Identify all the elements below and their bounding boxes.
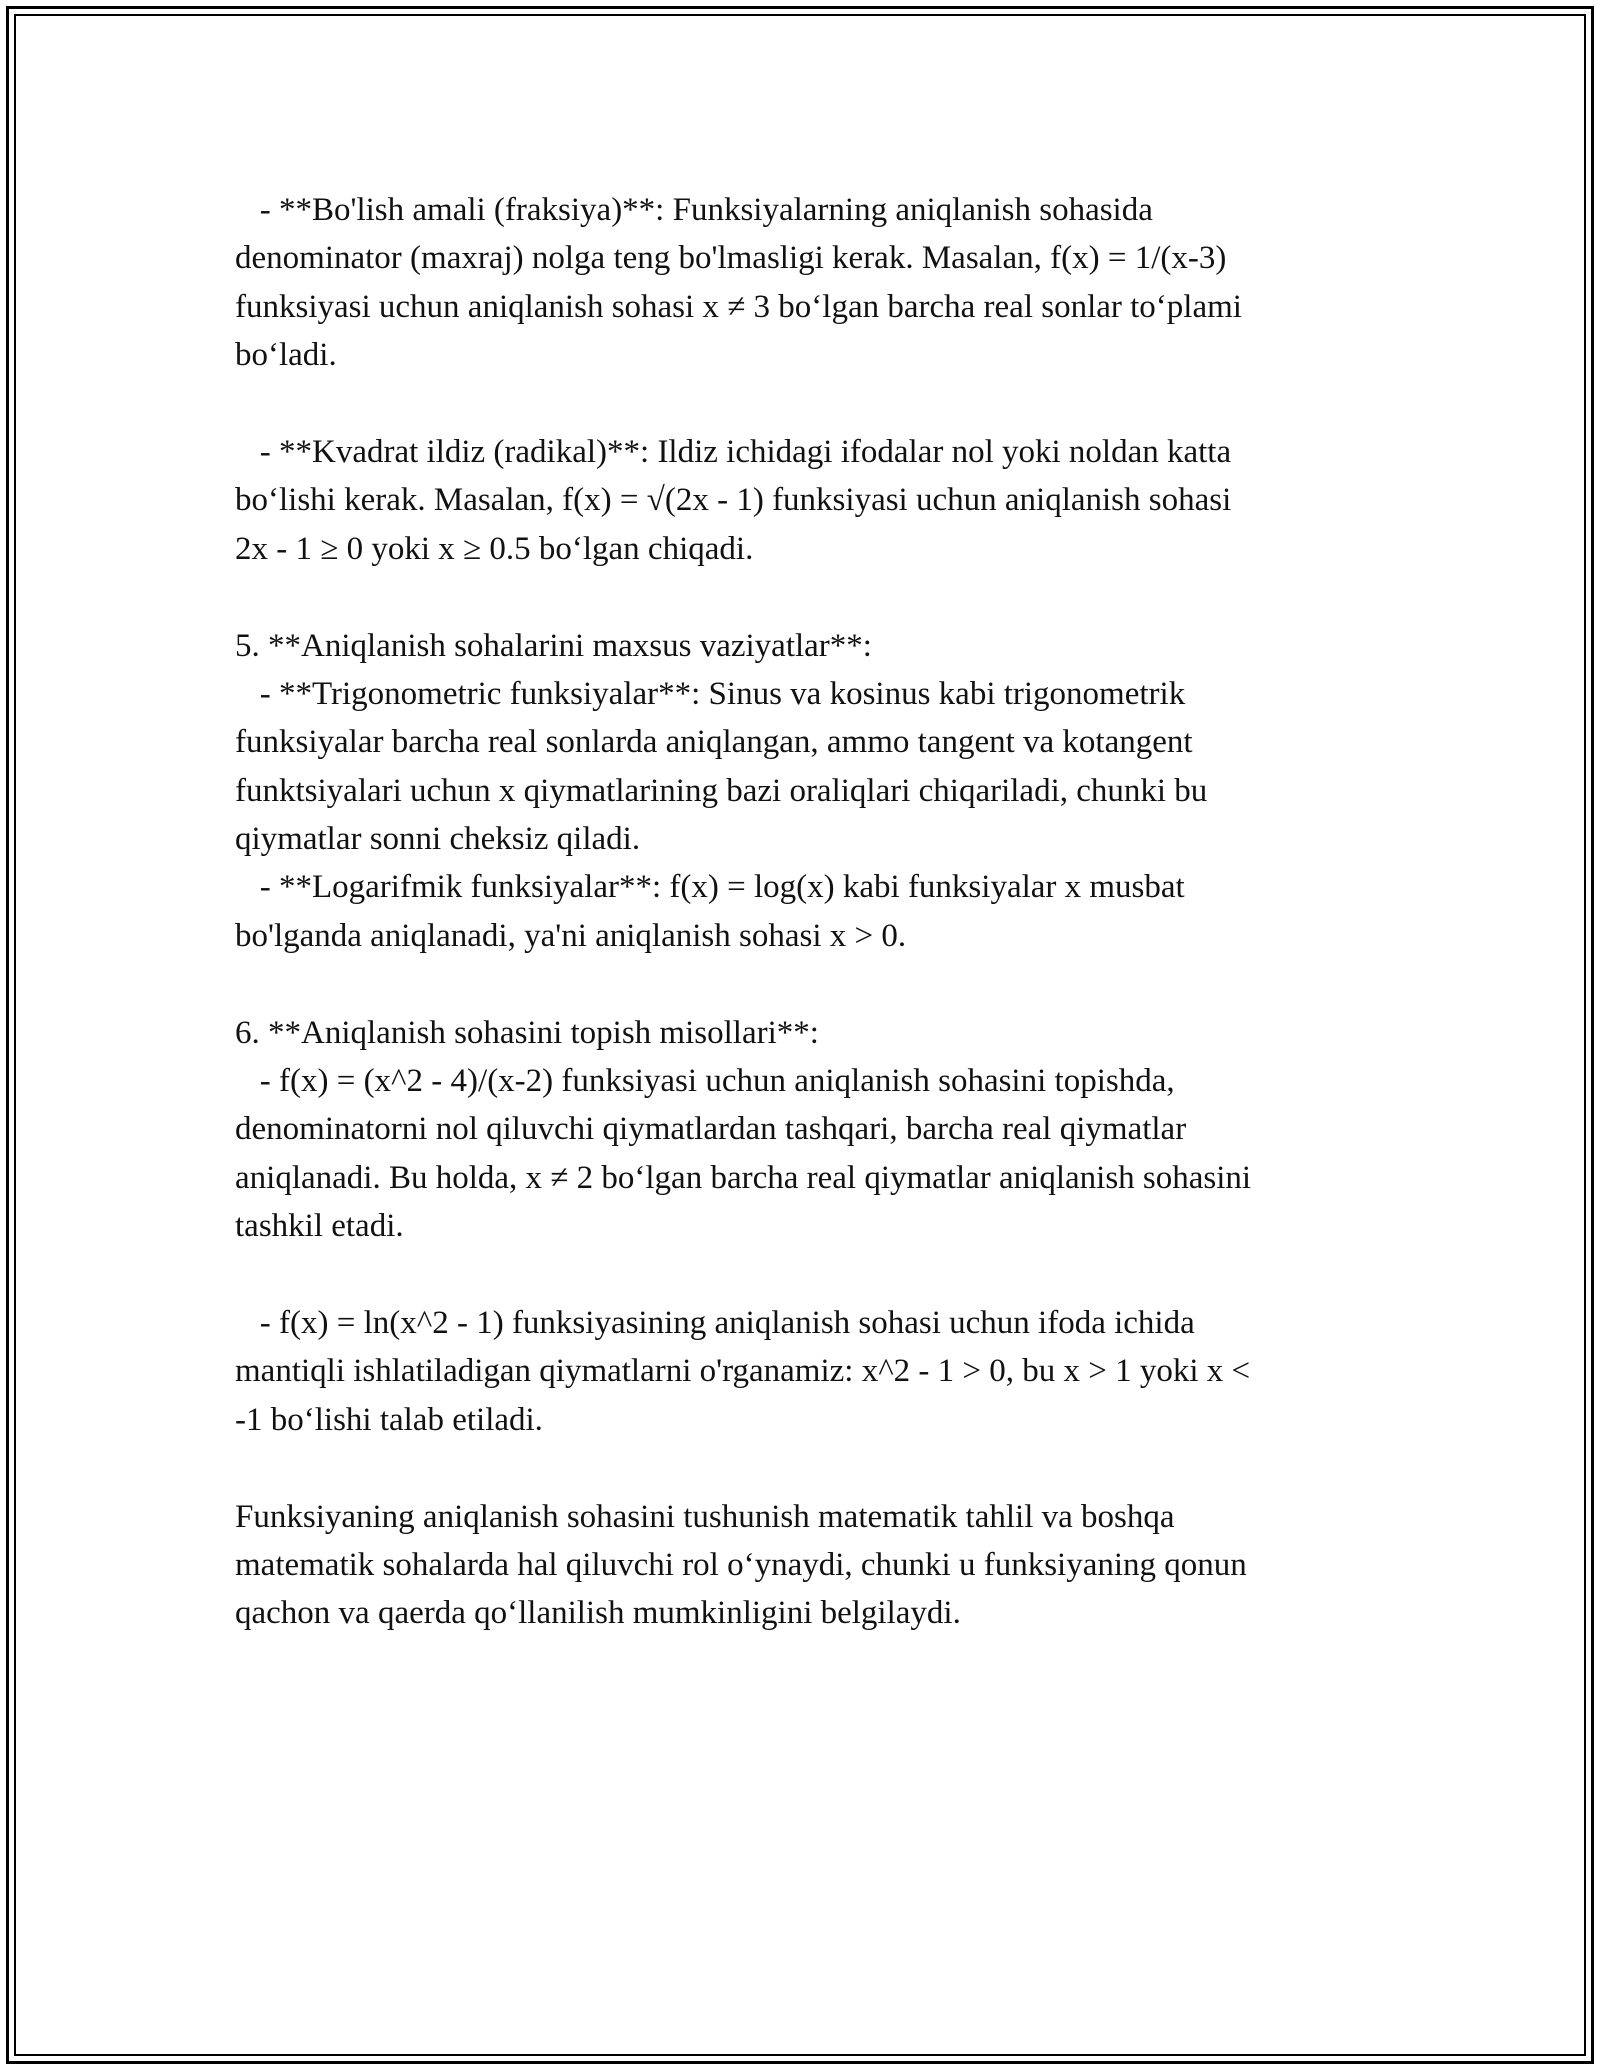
text-line: - **Kvadrat ildiz (radikal)**: Ildiz ichidagi ifodalar nol yoki noldan katta xyxy=(235,433,1232,470)
blank-line xyxy=(235,380,1375,428)
text-line: aniqlanadi. Bu holda, x ≠ 2 bo‘lgan barcha real qiymatlar aniqlanish sohasini xyxy=(235,1159,1252,1196)
text-line: - **Trigonometric funksiyalar**: Sinus va kosinus kabi trigonometrik xyxy=(235,675,1186,712)
text-line: qachon va qaerda qo‘llanilish mumkinligini belgilaydi. xyxy=(235,1595,961,1632)
section-heading: 5. **Aniqlanish sohalarini maxsus vaziyatlar**: xyxy=(235,627,872,664)
text-line: qiymatlar sonni cheksiz qiladi. xyxy=(235,821,641,858)
text-line: - **Bo'lish amali (fraksiya)**: Funksiyalarning aniqlanish sohasida xyxy=(235,192,1153,228)
text-line: denominatorni nol qiluvchi qiymatlardan tashqari, barcha real qiymatlar xyxy=(235,1111,1187,1148)
text-line: denominator (maxraj) nolga teng bo'lmasligi kerak. Masalan, f(x) = 1/(x-3) xyxy=(235,240,1227,277)
section-heading: 6. **Aniqlanish sohasini topish misollari**: xyxy=(235,1014,819,1051)
text-line: - **Logarifmik funksiyalar**: f(x) = log(x) kabi funksiyalar x musbat xyxy=(235,869,1185,906)
blank-line xyxy=(235,573,1375,621)
text-line: matematik sohalarda hal qiluvchi rol o‘ynaydi, chunki u funksiyaning qonun xyxy=(235,1546,1247,1583)
text-line: funktsiyalari uchun x qiymatlarining bazi oraliqlari chiqariladi, chunki bu xyxy=(235,772,1208,809)
text-line: funksiyalar barcha real sonlarda aniqlangan, ammo tangent va kotangent xyxy=(235,724,1193,761)
text-line: funksiyasi uchun aniqlanish sohasi x ≠ 3 bo‘lgan barcha real sonlar to‘plami xyxy=(235,288,1242,325)
blank-line xyxy=(235,1251,1375,1299)
text-line: - f(x) = ln(x^2 - 1) funksiyasining aniqlanish sohasi uchun ifoda ichida xyxy=(235,1304,1195,1341)
text-line: mantiqli ishlatiladigan qiymatlarni o'rganamiz: x^2 - 1 > 0, bu x > 1 yoki x < xyxy=(235,1353,1251,1390)
blank-line xyxy=(235,960,1375,1008)
blank-line xyxy=(235,1444,1375,1492)
text-line: tashkil etadi. xyxy=(235,1208,404,1245)
text-line: Funksiyaning aniqlanish sohasini tushunish matematik tahlil va boshqa xyxy=(235,1498,1175,1535)
text-line: 2x - 1 ≥ 0 yoki x ≥ 0.5 bo‘lgan chiqadi. xyxy=(235,530,754,567)
text-line: -1 bo‘lishi talab etiladi. xyxy=(235,1401,543,1438)
document-body xyxy=(235,186,1375,1638)
text-line: - f(x) = (x^2 - 4)/(x-2) funksiyasi uchun aniqlanish sohasini topishda, xyxy=(235,1063,1175,1100)
text-line: bo‘lishi kerak. Masalan, f(x) = √(2x - 1) funksiyasi uchun aniqlanish sohasi xyxy=(235,482,1232,519)
text-line: bo‘ladi. xyxy=(235,337,337,374)
text-line: bo'lganda aniqlanadi, ya'ni aniqlanish sohasi x > 0. xyxy=(235,917,907,954)
